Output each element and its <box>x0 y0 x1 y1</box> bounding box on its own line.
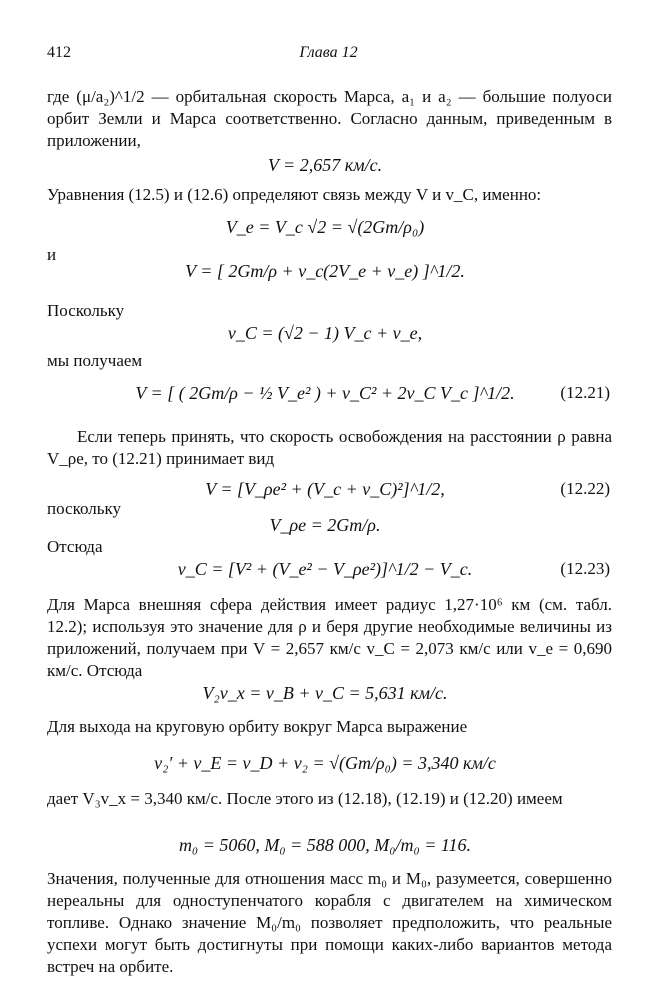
running-title: Глава 12 <box>299 44 358 61</box>
paragraph-4: Для Марса внешняя сфера действия имеет радиус 1,27·10⁶ км (см. табл. 12.2); используя это значение для ρ и беря другие необходимые величины из приложений, получаем при V = 2,657 км/с v_C = 2,073 км/с или v_e = 0,690 км/с. Отсюда <box>47 595 612 680</box>
paragraph-5: Для выхода на круговую орбиту вокруг Марса выражение <box>47 717 468 736</box>
page-header <box>47 44 610 66</box>
equation-11: m₀ = 5060, M₀ = 588 000, M₀/m₀ = 116. <box>178 835 472 855</box>
word-and: и <box>47 245 57 264</box>
equation-5-number: (12.21) <box>560 383 610 402</box>
paragraph-2: Уравнения (12.5) и (12.6) определяют связь между V и v_C, именно: <box>47 185 542 204</box>
word-hence: Отсюда <box>47 537 103 556</box>
equation-8: v_C = [V² + (V_e² − V_ρe²)]^1/2 − V_c. <box>177 559 473 579</box>
paragraph-7: Значения, полученные для отношения масс m₀ и M₀, разумеется, совершенно нереальны для одноступенчатого корабля с двигателем на химическом топливе. Однако значение M₀/m₀ позволяет предположить, что реальные успехи могут быть достигнуты при помощи каких-либо вариантов метода встреч на орбите. <box>47 869 612 976</box>
word-we-get: мы получаем <box>47 351 143 370</box>
equation-4: v_C = (√2 − 1) V_c + v_e, <box>227 323 423 343</box>
word-since-2: поскольку <box>47 499 121 518</box>
paragraph-3: Если теперь принять, что скорость освобождения на расстоянии ρ равна V_ρe, то (12.21) принимает вид <box>47 427 612 468</box>
equation-6-number: (12.22) <box>560 479 610 498</box>
equation-5: V = [ ( 2Gm/ρ − ½ V_e² ) + v_C² + 2v_C V_c ]^1/2. <box>135 383 515 403</box>
page-number: 412 <box>47 44 71 61</box>
equation-1: V = 2,657 км/с. <box>267 155 383 175</box>
equation-2: V_e = V_c √2 = √(2Gm/ρ₀) <box>225 217 425 237</box>
paragraph-1: где (μ/a₂)^1/2 — орбитальная скорость Марса, a₁ и a₂ — большие полуоси орбит Земли и Марса соответственно. Согласно данным, приведенным в приложении, <box>47 87 612 150</box>
equation-10: v₂′ + v_E = v_D + v₂ = √(Gm/ρ₀) = 3,340 км/с <box>154 753 496 773</box>
equation-8-number: (12.23) <box>560 559 610 578</box>
equation-6: V = [V_ρe² + (V_c + v_C)²]^1/2, <box>205 479 445 499</box>
word-since-1: Поскольку <box>47 301 125 320</box>
equation-3: V = [ 2Gm/ρ + v_c(2V_e + v_e) ]^1/2. <box>185 261 465 281</box>
paragraph-6: дает V₃v_x = 3,340 км/с. После этого из (12.18), (12.19) и (12.20) имеем <box>47 789 563 808</box>
equation-7: V_ρe = 2Gm/ρ. <box>269 515 381 535</box>
equation-9: V₂v_x = v_B + v_C = 5,631 км/с. <box>202 683 448 703</box>
